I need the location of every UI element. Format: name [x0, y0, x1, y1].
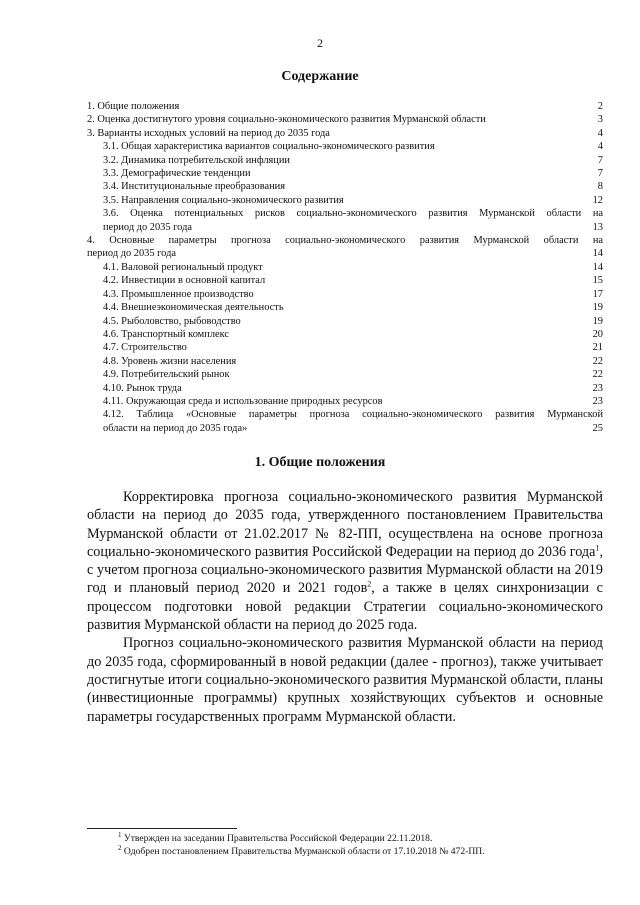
- toc-subitem[interactable]: 4.12. Таблица «Основные параметры прогноза социально-экономического развития Мурманской области на период до 2035 года» 25: [103, 409, 603, 434]
- toc-item[interactable]: 2. Оценка достигнутого уровня социально-экономического развития Мурманской области 3: [87, 114, 603, 126]
- section-title: 1. Общие положения: [254, 455, 386, 470]
- footnotes: [118, 830, 598, 858]
- toc-subitem[interactable]: 3.4. Институциональные преобразования 8: [103, 181, 603, 193]
- footnote-divider: [87, 828, 237, 829]
- toc-subitem[interactable]: 4.10. Рынок труда 23: [103, 382, 603, 394]
- toc-subitem[interactable]: 4.5. Рыболовство, рыбоводство 19: [103, 315, 603, 327]
- footnote-ref[interactable]: 2: [367, 579, 372, 589]
- toc-subitem[interactable]: 4.2. Инвестиции в основной капитал 15: [103, 275, 603, 287]
- toc-subitem[interactable]: 4.8. Уровень жизни населения 22: [103, 355, 603, 367]
- footnote: $^1$ Утвержден на заседании Правительства Российской Федерации 22.11.2018.: [118, 830, 433, 844]
- toc-subitem[interactable]: 4.9. Потребительский рынок 22: [103, 369, 603, 381]
- section-body: [87, 488, 603, 726]
- toc-subitem[interactable]: 4.4. Внешнеэкономическая деятельность 19: [103, 302, 603, 314]
- toc-item[interactable]: 3. Варианты исходных условий на период до 2035 года 4: [87, 127, 603, 139]
- toc-subitem[interactable]: 3.6. Оценка потенциальных рисков социально-экономического развития Мурманской области на период до 2035 года 13: [103, 208, 603, 233]
- toc-subitem[interactable]: 3.1. Общая характеристика вариантов социально-экономического развития 4: [103, 141, 603, 153]
- toc-subitem[interactable]: 4.11. Окружающая среда и использование природных ресурсов 23: [103, 395, 603, 407]
- table-of-contents: [87, 100, 603, 435]
- paragraph: Прогноз социально-экономического развития Мурманской области на период до 2035 года, сформированный в новой редакции (далее - прогноз), также учитывает достигнутые итоги социально-экономического развития Мурманской области, планы (инвестиционные программы) крупных хозяйствующих субъектов и основные параметры государственных программ Мурманской области.: [87, 635, 603, 725]
- toc-subitem[interactable]: 4.1. Валовой региональный продукт 14: [103, 261, 603, 273]
- toc-subitem[interactable]: 3.2. Динамика потребительской инфляции 7: [103, 154, 603, 166]
- toc-title: Содержание: [281, 69, 359, 84]
- toc-item[interactable]: 1. Общие положения 2: [87, 101, 603, 112]
- footnote-ref[interactable]: 1: [595, 543, 600, 553]
- toc-item[interactable]: 4. Основные параметры прогноза социально-экономического развития Мурманской области на период до 2035 года 14: [87, 235, 603, 260]
- footnote: $^2$ Одобрен постановлением Правительства Мурманской области от 17.10.2018 № 472-ПП.: [118, 843, 485, 857]
- toc-subitem[interactable]: 3.5. Направления социально-экономического развития 12: [103, 194, 603, 206]
- page-number: 2: [317, 36, 323, 50]
- toc-subitem[interactable]: 4.7. Строительство 21: [103, 342, 603, 354]
- toc-subitem[interactable]: 4.3. Промышленное производство 17: [103, 288, 603, 300]
- toc-subitem[interactable]: 3.3. Демографические тенденции 7: [103, 168, 603, 180]
- toc-subitem[interactable]: 4.6. Транспортный комплекс 20: [103, 328, 603, 340]
- paragraph: Корректировка прогноза социально-экономического развития Мурманской области на период до 2035 года, утвержденного постановлением Правительства Мурманской области от 21.02.2017 № 82-ПП, осуществлена на основе прогноза социально-экономического развития Российской Федерации на период до 2036 года$^1$, с учетом прогноза социально-экономического развития Мурманской области на 2019 год и плановый период 2020 и 2021 годов$^2$, а также в целях синхронизации с процессом подготовки новой редакции Стратегии социально-экономического развития Мурманской области на период до 2025 года.: [87, 489, 603, 634]
